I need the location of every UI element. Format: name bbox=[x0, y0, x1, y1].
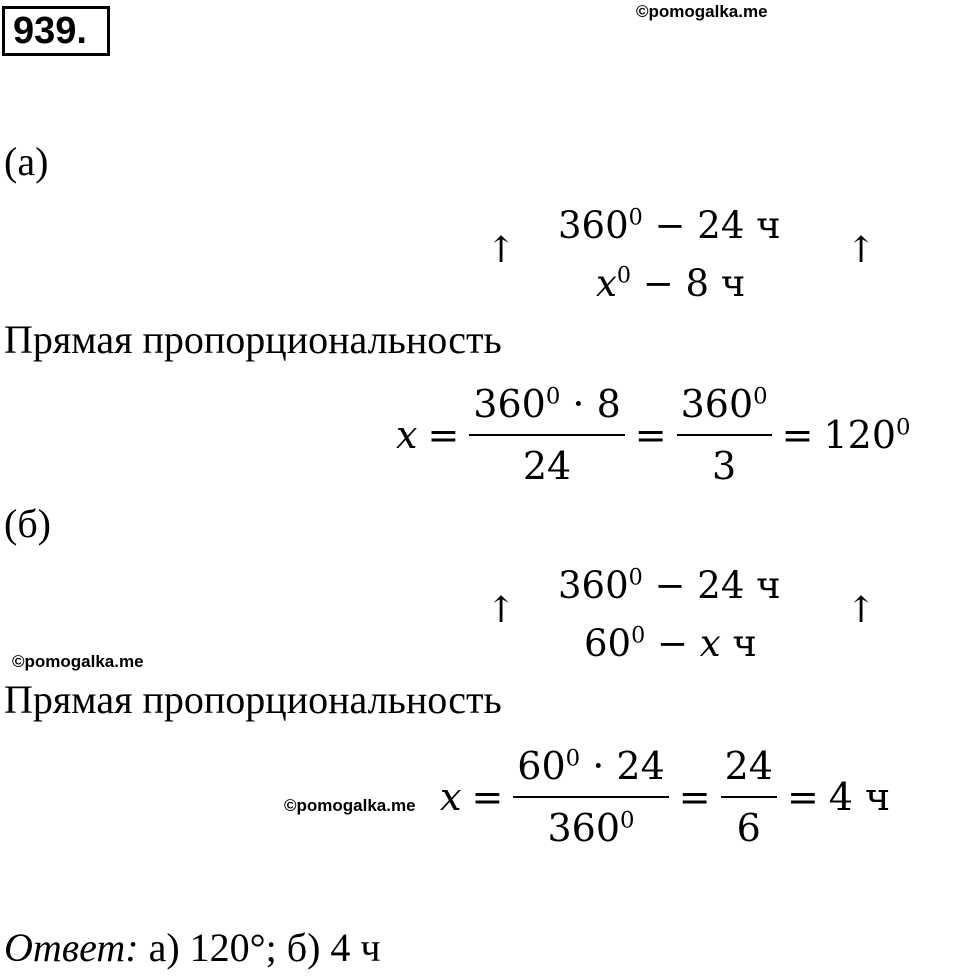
eq-b-sign-1: = bbox=[471, 775, 504, 819]
part-a-equation bbox=[396, 378, 911, 492]
eq-b-result: 4 ч bbox=[828, 775, 891, 819]
part-a-relation: Прямая пропорциональность bbox=[4, 317, 502, 362]
eq-b-sign-3: = bbox=[786, 775, 819, 819]
eq-b-lhs: x bbox=[440, 775, 462, 819]
eq-a-result: $120^0$ bbox=[823, 413, 911, 457]
watermark-middle: ©pomogalka.me bbox=[12, 652, 144, 671]
part-b-proportion-row-1: $360^0 - 24$ ч bbox=[558, 564, 781, 607]
watermark-inline: ©pomogalka.me bbox=[284, 796, 416, 815]
part-a-arrow-left: ↑ bbox=[486, 230, 517, 271]
eq-b-fraction-1: $\frac{60^0 \cdot 24}{360^0}$ bbox=[513, 740, 668, 854]
part-b-equation bbox=[440, 740, 890, 854]
eq-a-sign-2: = bbox=[634, 413, 667, 457]
eq-b-sign-2: = bbox=[678, 775, 711, 819]
problem-number: 939. bbox=[2, 6, 110, 56]
eq-a-fraction-2: $\frac{360^0}{3}$ bbox=[677, 378, 772, 492]
part-b-arrow-left: ↑ bbox=[486, 590, 517, 631]
part-a-arrow-right: ↑ bbox=[846, 230, 877, 271]
eq-b-fraction-2: $\frac{24}{6}$ bbox=[721, 740, 777, 854]
answer-line bbox=[4, 924, 381, 971]
eq-a-lhs: x bbox=[396, 413, 418, 457]
answer-label: Ответ: bbox=[4, 925, 139, 970]
watermark-top: ©pomogalka.me bbox=[636, 2, 768, 21]
part-b-proportion-row-2: $60^0 - x$ ч bbox=[584, 622, 757, 665]
part-b-label: (б) bbox=[4, 501, 51, 546]
eq-a-sign-1: = bbox=[427, 413, 460, 457]
part-a-proportion-row-1: $360^0 - 24$ ч bbox=[558, 204, 781, 247]
answer-text: а) 120°; б) 4 ч bbox=[138, 925, 381, 970]
part-a-proportion-row-2: $x^0 - 8$ ч bbox=[596, 262, 746, 305]
eq-a-sign-3: = bbox=[781, 413, 814, 457]
part-a-label: (а) bbox=[4, 139, 49, 184]
part-b-arrow-right: ↑ bbox=[846, 590, 877, 631]
part-b-relation: Прямая пропорциональность bbox=[4, 677, 502, 722]
eq-a-fraction-1: $\frac{360^0 \cdot 8}{24}$ bbox=[469, 378, 624, 492]
